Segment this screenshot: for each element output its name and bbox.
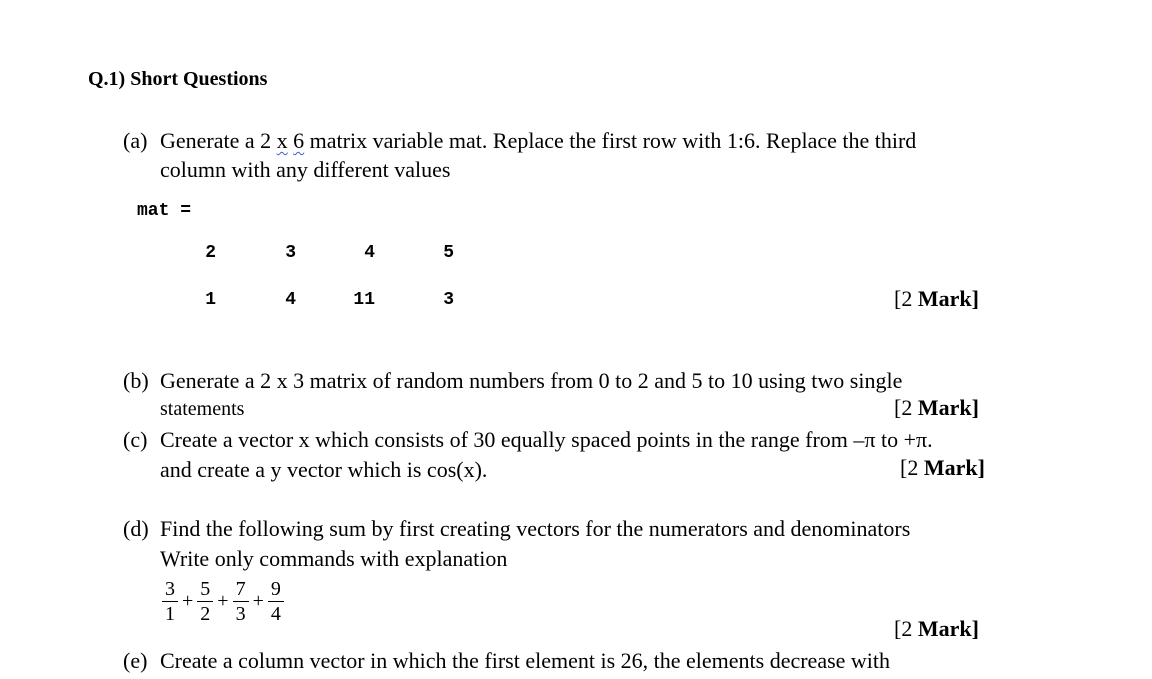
plus-sign: + xyxy=(252,590,264,612)
numerator: 7 xyxy=(235,578,246,600)
part-e-line-1: Create a column vector in which the first element is 26, the elements decrease with xyxy=(160,648,891,673)
part-c-line-1: Create a vector x which consists of 30 equally spaced points in the range from –π to +π. xyxy=(160,427,933,452)
matrix-cell: 5 xyxy=(443,243,454,263)
part-c-mark xyxy=(900,455,985,481)
plus-sign: + xyxy=(182,590,194,612)
mark-prefix: [2 xyxy=(900,455,924,480)
part-d-label: (d) xyxy=(123,516,149,541)
mark-word: Mark] xyxy=(917,395,979,420)
fraction-sum xyxy=(162,578,284,625)
fraction-bar xyxy=(162,601,178,602)
matrix-cell: 3 xyxy=(285,243,296,263)
mark-prefix: [2 xyxy=(894,286,918,311)
mark-prefix: [2 xyxy=(894,395,918,420)
mark-word: Mark] xyxy=(917,616,979,641)
mark-prefix: [2 xyxy=(894,616,918,641)
part-d-line-1: Find the following sum by first creating vectors for the numerators and denominators xyxy=(160,516,911,541)
part-a-line-1-pre: Generate a 2 xyxy=(160,128,277,153)
matrix-cell: 2 xyxy=(205,243,216,263)
fraction-bar xyxy=(233,601,249,602)
plus-sign: + xyxy=(217,590,229,612)
denominator: 2 xyxy=(200,603,211,625)
part-b-line-1: Generate a 2 x 3 matrix of random numbers from 0 to 2 and 5 to 10 using two single xyxy=(160,368,903,393)
fraction xyxy=(197,578,213,625)
part-a-label: (a) xyxy=(123,128,148,153)
fraction-bar xyxy=(197,601,213,602)
fraction xyxy=(233,578,249,625)
part-c-label: (c) xyxy=(123,427,148,452)
question-heading: Q.1) Short Questions xyxy=(88,68,268,90)
numerator: 3 xyxy=(165,578,175,600)
part-a-line-2: column with any different values xyxy=(160,157,451,182)
mark-word: Mark] xyxy=(923,455,985,480)
denominator: 1 xyxy=(165,603,175,625)
part-b-mark xyxy=(894,395,979,421)
matrix-cell: 4 xyxy=(285,290,296,310)
denominator: 3 xyxy=(235,603,246,625)
mat-label: mat = xyxy=(137,201,192,221)
denominator: 4 xyxy=(270,603,281,625)
part-b-label: (b) xyxy=(123,368,149,393)
part-e-label: (e) xyxy=(123,648,148,673)
matrix-cell: 11 xyxy=(353,290,375,310)
part-c-line-2: and create a y vector which is cos(x). xyxy=(160,457,488,482)
part-a-line-1-post: matrix variable mat. Replace the first row with 1:6. Replace the third xyxy=(304,128,917,153)
part-d-line-2: Write only commands with explanation xyxy=(160,546,508,571)
part-a-line-1 xyxy=(160,126,916,155)
part-d-mark xyxy=(894,616,979,642)
matrix-cell: 3 xyxy=(443,290,454,310)
part-a-mark xyxy=(894,286,979,312)
spellcheck-6: 6 xyxy=(293,128,305,153)
fraction xyxy=(162,578,178,625)
numerator: 5 xyxy=(200,578,211,600)
matrix-cell: 1 xyxy=(205,290,216,310)
fraction xyxy=(268,578,284,625)
numerator: 9 xyxy=(270,578,281,600)
mark-word: Mark] xyxy=(917,286,979,311)
fraction-bar xyxy=(268,601,284,602)
part-b-line-2: statements xyxy=(160,398,245,420)
spellcheck-x: x xyxy=(276,128,288,153)
matrix-cell: 4 xyxy=(364,243,375,263)
